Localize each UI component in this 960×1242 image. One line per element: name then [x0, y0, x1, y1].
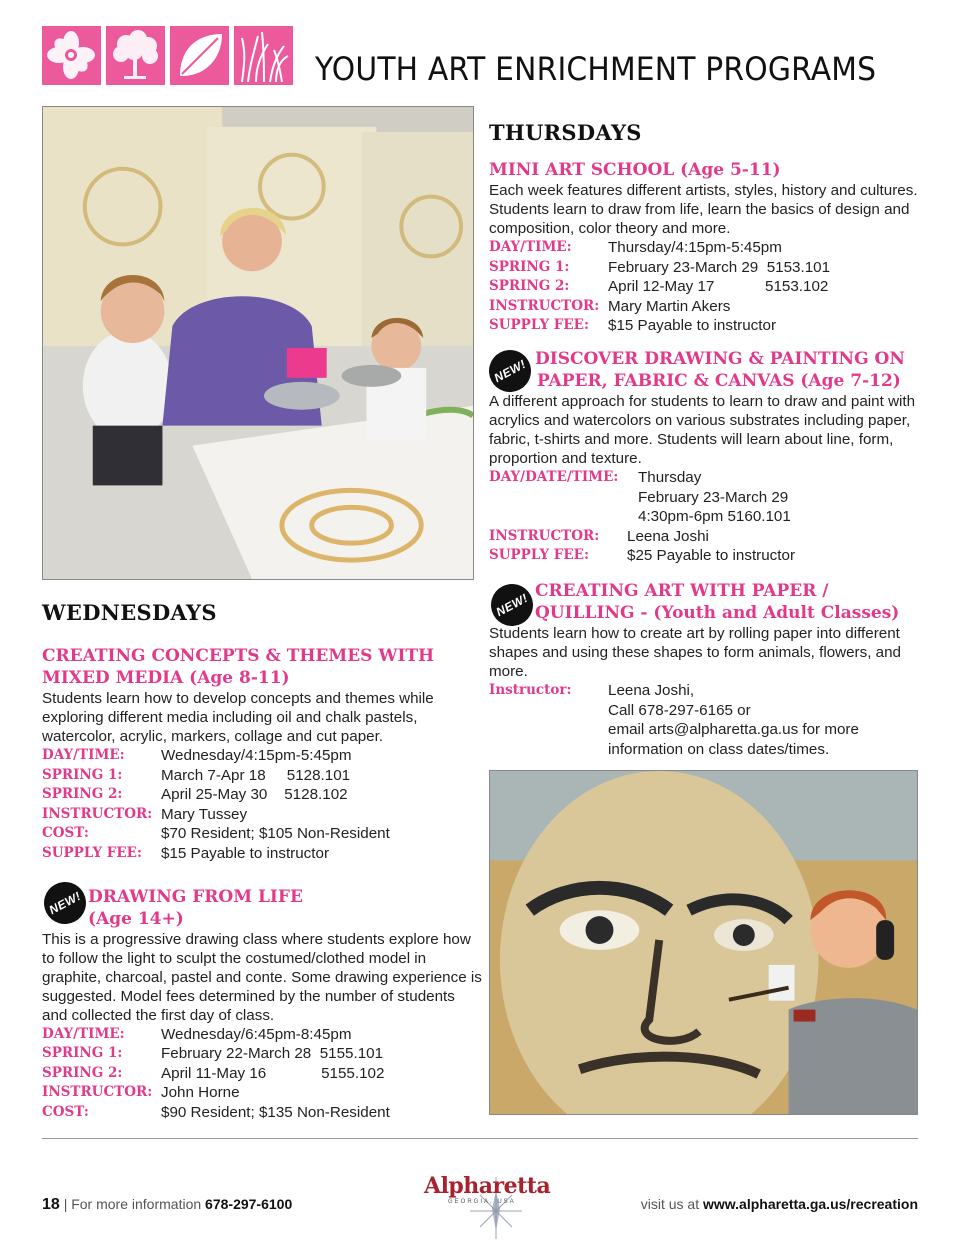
detail-label: COST:: [42, 825, 89, 842]
detail-row: [42, 785, 482, 805]
children-painting-photo: [42, 106, 474, 580]
class-description: Each week features different artists, styles, history and cultures. Students learn to draw from life, learn the basics of design and composition, color theory and more.: [489, 182, 918, 237]
detail-value: Mary Martin Akers: [608, 297, 731, 315]
detail-row: [42, 805, 482, 825]
detail-value: February 22-March 28 5155.101: [161, 1045, 384, 1063]
alpharetta-logo: [418, 1163, 551, 1239]
detail-value: Wednesday/6:45pm-8:45pm: [161, 1025, 352, 1043]
detail-value: $25 Payable to instructor: [627, 547, 796, 565]
class-title-line2: QUILLING - (Youth and Adult Classes): [535, 602, 900, 623]
thursdays-column: [489, 120, 919, 759]
class-details: [489, 238, 919, 336]
class-details: [42, 1025, 482, 1123]
detail-value: February 23-March 29 5153.101: [608, 258, 831, 276]
detail-label: SUPPLY FEE:: [42, 844, 142, 861]
detail-value: information on class dates/times.: [608, 740, 830, 758]
detail-value: John Horne: [161, 1084, 240, 1102]
detail-row: [489, 277, 919, 297]
detail-label: DAY/TIME:: [42, 1025, 125, 1042]
detail-row: [42, 746, 482, 766]
logo-subtitle: GEORGIA, USA: [448, 1199, 516, 1205]
detail-value: April 25-May 30 5128.102: [161, 786, 348, 804]
detail-row: [42, 1103, 482, 1123]
detail-value: March 7-Apr 18 5128.101: [161, 766, 351, 784]
detail-label: INSTRUCTOR:: [489, 297, 600, 314]
class-quilling: [489, 580, 919, 759]
class-description: This is a progressive drawing class where students explore how to follow the light to sculpt the costumed/clothed model in graphite, charcoal, pastel and conte. Some drawing experience is suggested. Model fees determined by the number of students and collected the first day of class.: [42, 930, 482, 1024]
detail-row: [489, 488, 919, 508]
class-details: [489, 468, 919, 566]
detail-label: COST:: [42, 1103, 89, 1120]
detail-label: INSTRUCTOR:: [42, 805, 153, 822]
header-icon-strip: [42, 26, 293, 85]
detail-row: [42, 824, 482, 844]
detail-label: SPRING 2:: [42, 1064, 123, 1081]
detail-row: [42, 766, 482, 786]
new-badge: NEW!: [484, 577, 541, 634]
detail-value: $70 Resident; $105 Non-Resident: [161, 825, 390, 843]
detail-label: DAY/DATE/TIME:: [489, 468, 619, 485]
detail-label: SPRING 2:: [42, 786, 123, 803]
detail-value: Wednesday/4:15pm-5:45pm: [161, 747, 352, 764]
detail-label: SUPPLY FEE:: [489, 547, 589, 564]
footer-phone: 678-297-6100: [205, 1196, 293, 1212]
flower-icon: [42, 26, 101, 85]
class-description: Students learn how to develop concepts and themes while exploring different media including oil and chalk pastels, watercolor, acrylic, markers, collage and cut paper.: [42, 690, 434, 745]
detail-row: [42, 1064, 482, 1084]
detail-value: April 12-May 17 5153.102: [608, 278, 829, 296]
detail-row: [42, 1044, 482, 1064]
page-number: 18: [42, 1196, 60, 1213]
class-details: [489, 681, 919, 759]
detail-value: Thursday/4:15pm-5:45pm: [608, 239, 782, 256]
class-title-line1: CREATING ART WITH PAPER /: [535, 580, 829, 601]
footer-url-link[interactable]: www.alpharetta.ga.us/recreation: [703, 1196, 918, 1212]
detail-value: February 23-March 29: [638, 488, 789, 506]
new-badge: NEW!: [37, 874, 94, 931]
detail-row: [489, 681, 919, 701]
detail-value: Mary Tussey: [161, 805, 248, 823]
detail-row: [42, 1025, 482, 1045]
detail-value: Leena Joshi,: [608, 681, 695, 699]
wednesdays-heading: WEDNESDAYS: [42, 600, 217, 625]
footer-separator: |: [63, 1196, 68, 1212]
footer-contact: [42, 1196, 292, 1214]
detail-value: $15 Payable to instructor: [161, 844, 330, 862]
detail-row: [489, 546, 919, 566]
detail-row: [489, 316, 919, 336]
detail-value: 4:30pm-6pm 5160.101: [638, 508, 791, 526]
new-badge: NEW!: [482, 343, 539, 400]
detail-row: [489, 701, 919, 721]
class-title: CREATING CONCEPTS & THEMES WITH MIXED MEDIA (Age 8-11): [42, 646, 435, 688]
detail-value: $15 Payable to instructor: [608, 317, 777, 335]
page-title: YOUTH ART ENRICHMENT PROGRAMS: [315, 50, 877, 88]
detail-label: [489, 507, 638, 527]
class-details: [42, 746, 482, 864]
class-discover-drawing: [489, 348, 919, 566]
footer-visit-text: visit us at: [640, 1196, 700, 1212]
class-title-line2: (Age 14+): [88, 908, 184, 929]
detail-row: [489, 507, 919, 527]
detail-label: [489, 488, 638, 508]
detail-row: [489, 238, 919, 258]
detail-row: [489, 527, 919, 547]
footer-divider: [42, 1138, 918, 1139]
detail-value: Thursday: [638, 468, 702, 486]
detail-label: Instructor:: [489, 681, 572, 698]
detail-value: email arts@alpharetta.ga.us for more: [608, 721, 859, 739]
class-description: A different approach for students to learn to draw and paint with acrylics and watercolors on various substrates including paper, fabric, t-shirts and more. Students will learn about line, form, proportion and texture.: [489, 392, 916, 467]
class-title-line2: PAPER, FABRIC & CANVAS (Age 7-12): [537, 370, 901, 391]
detail-row: [489, 740, 919, 760]
detail-value: $90 Resident; $135 Non-Resident: [161, 1103, 390, 1121]
detail-row: [42, 1083, 482, 1103]
class-title-line1: DRAWING FROM LIFE: [88, 886, 303, 907]
thursdays-heading: THURSDAYS: [489, 120, 642, 145]
detail-label: DAY/TIME:: [42, 747, 125, 763]
detail-row: [489, 258, 919, 278]
teen-painting-mural-photo: [489, 770, 918, 1115]
class-mixed-media: [42, 645, 482, 864]
class-description: Students learn how to create art by rolling paper into different shapes and using these shapes to form animals, flowers, and more.: [489, 624, 901, 680]
detail-value: Leena Joshi: [627, 527, 709, 545]
detail-label: DAY/TIME:: [489, 239, 572, 255]
wednesdays-column: [42, 600, 482, 1123]
detail-value: Call 678-297-6165 or: [608, 701, 751, 719]
grass-icon: [234, 26, 293, 85]
leaf-icon: [170, 26, 229, 85]
detail-label: SPRING 1:: [42, 766, 123, 783]
detail-label: SPRING 1:: [489, 258, 570, 275]
class-title: MINI ART SCHOOL (Age 5-11): [489, 160, 781, 180]
detail-label: [489, 740, 608, 760]
logo-wordmark: Alpharetta: [424, 1173, 551, 1199]
detail-label: [489, 720, 608, 740]
detail-value: April 11-May 16 5155.102: [161, 1064, 385, 1082]
detail-row: [489, 297, 919, 317]
class-mini-art-school: [489, 159, 919, 336]
tree-icon: [106, 26, 165, 85]
class-title-line1: DISCOVER DRAWING & PAINTING ON: [535, 348, 905, 369]
class-drawing-from-life: [42, 886, 482, 1123]
detail-label: INSTRUCTOR:: [42, 1084, 153, 1101]
detail-label: SPRING 2:: [489, 278, 570, 295]
detail-row: [489, 468, 919, 488]
footer-website: [641, 1196, 918, 1212]
detail-row: [42, 844, 482, 864]
detail-label: SUPPLY FEE:: [489, 317, 589, 334]
footer-info-text: For more information: [71, 1196, 202, 1212]
detail-label: SPRING 1:: [42, 1045, 123, 1062]
detail-row: [489, 720, 919, 740]
detail-label: [489, 701, 608, 721]
detail-label: INSTRUCTOR:: [489, 527, 600, 544]
